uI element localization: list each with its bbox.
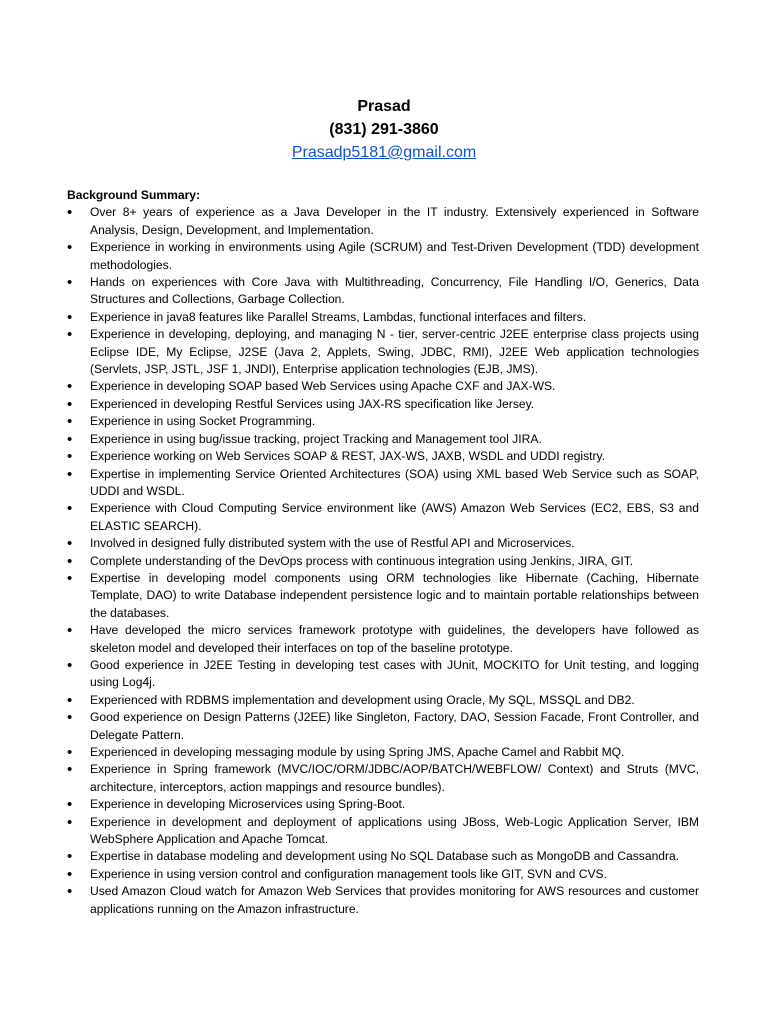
summary-list: [67, 204, 699, 918]
list-item: • Over 8+ years of experience as a Java Developer in the IT industry. Extensively experienced in Software Analysis, Design, Development, and Implementation.: [67, 204, 699, 239]
list-item: • Experience in using bug/issue tracking, project Tracking and Management tool JIRA.: [67, 431, 699, 448]
list-item: • Experience in developing Microservices using Spring-Boot.: [67, 796, 699, 813]
candidate-email-link[interactable]: Prasadp5181@gmail.com: [291, 144, 477, 161]
list-item: • Used Amazon Cloud watch for Amazon Web Services that provides monitoring for AWS resources and customer applications running on the Amazon infrastructure.: [67, 883, 699, 918]
candidate-name: Prasad: [357, 98, 411, 115]
list-item: • Experienced in developing messaging module by using Spring JMS, Apache Camel and Rabbit MQ.: [67, 744, 699, 761]
list-item: • Experienced in developing Restful Services using JAX-RS specification like Jersey.: [67, 396, 699, 413]
resume-header: [0, 95, 768, 164]
list-item: • Experience in using Socket Programming.: [67, 413, 699, 430]
candidate-phone: (831) 291-3860: [329, 121, 439, 138]
list-item: • Expertise in database modeling and development using No SQL Database such as MongoDB and Cassandra.: [67, 848, 699, 865]
list-item: • Experience in java8 features like Parallel Streams, Lambdas, functional interfaces and filters.: [67, 309, 699, 326]
list-item: • Expertise in developing model components using ORM technologies like Hibernate (Caching, Hibernate Template, DAO) to write Database independent persistence logic and to maintain portable relationships between the databases.: [67, 570, 699, 622]
list-item: • Experience working on Web Services SOAP & REST, JAX-WS, JAXB, WSDL and UDDI registry.: [67, 448, 699, 465]
list-item: • Good experience on Design Patterns (J2EE) like Singleton, Factory, DAO, Session Facade, Front Controller, and Delegate Pattern.: [67, 709, 699, 744]
list-item: • Experience in developing SOAP based Web Services using Apache CXF and JAX-WS.: [67, 378, 699, 395]
list-item: • Good experience in J2EE Testing in developing test cases with JUnit, MOCKITO for Unit testing, and logging using Log4j.: [67, 657, 699, 692]
list-item: • Involved in designed fully distributed system with the use of Restful API and Microservices.: [67, 535, 699, 552]
list-item: • Hands on experiences with Core Java with Multithreading, Concurrency, File Handling I/O, Generics, Data Structures and Collections, Garbage Collection.: [67, 274, 699, 309]
list-item: • Experience in working in environments using Agile (SCRUM) and Test-Driven Development (TDD) development methodologies.: [67, 239, 699, 274]
list-item: • Expertise in implementing Service Oriented Architectures (SOA) using XML based Web Service such as SOAP, UDDI and WSDL.: [67, 466, 699, 501]
list-item: • Experience with Cloud Computing Service environment like (AWS) Amazon Web Services (EC2, EBS, S3 and ELASTIC SEARCH).: [67, 500, 699, 535]
list-item: • Complete understanding of the DevOps process with continuous integration using Jenkins, JIRA, GIT.: [67, 553, 699, 570]
list-item: • Experience in developing, deploying, and managing N - tier, server-centric J2EE enterprise class projects using Eclipse IDE, My Eclipse, J2SE (Java 2, Applets, Swing, JDBC, RMI), J2EE Web application technologies (Servlets, JSP, JSTL, JSF 1, JNDI), Enterprise application technologies (EJB, JMS).: [67, 326, 699, 378]
background-summary-section: [67, 187, 699, 918]
list-item: • Experienced with RDBMS implementation and development using Oracle, My SQL, MSSQL and DB2.: [67, 692, 699, 709]
list-item: • Experience in using version control and configuration management tools like GIT, SVN and CVS.: [67, 866, 699, 883]
section-title: Background Summary:: [67, 188, 201, 202]
list-item: • Have developed the micro services framework prototype with guidelines, the developers have followed as skeleton model and developed their interfaces on top of the baseline prototype.: [67, 622, 699, 657]
list-item: • Experience in Spring framework (MVC/IOC/ORM/JDBC/AOP/BATCH/WEBFLOW/ Context) and Struts (MVC, architecture, interceptors, action mappings and resource bundles).: [67, 761, 699, 796]
list-item: • Experience in development and deployment of applications using JBoss, Web-Logic Application Server, IBM WebSphere Application and Apache Tomcat.: [67, 814, 699, 849]
